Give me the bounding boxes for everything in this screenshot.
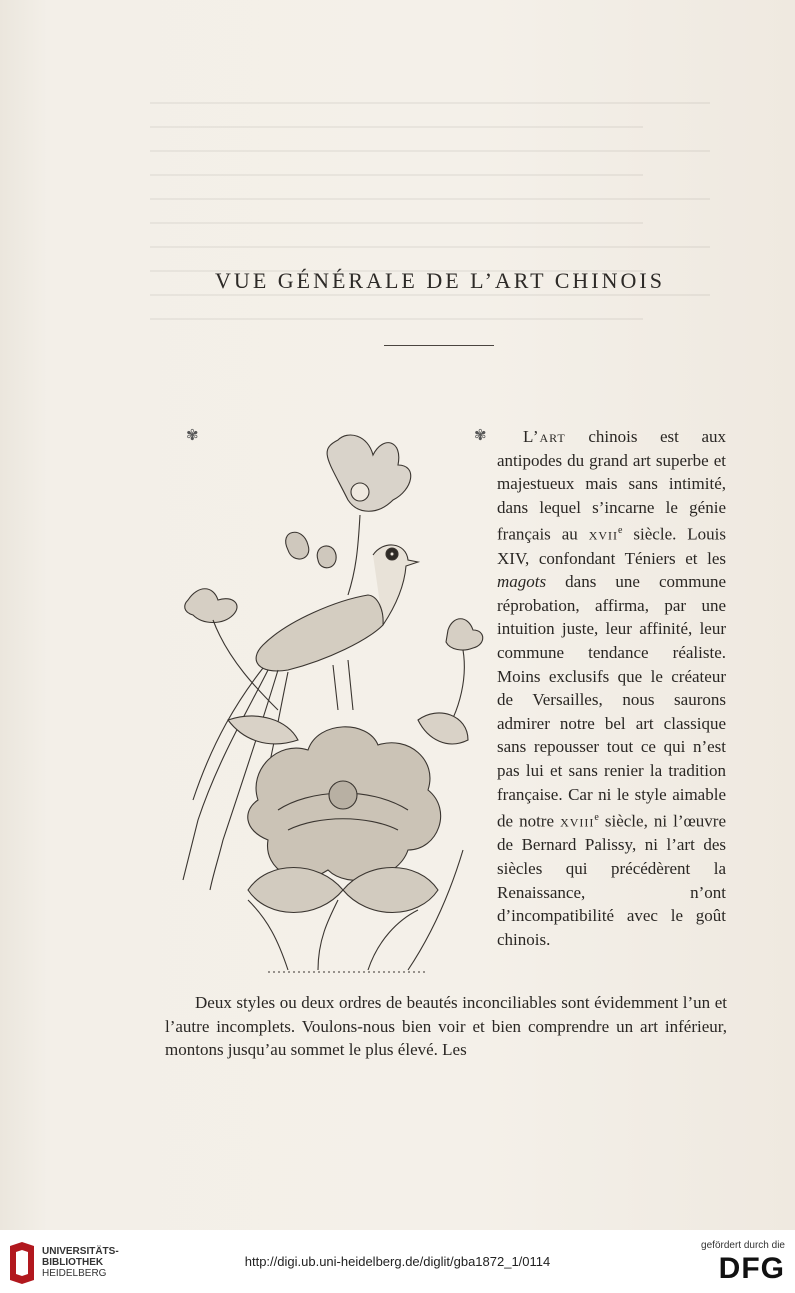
right-column-text [497,425,726,951]
insect-ornament-right-icon: ✾ [474,428,487,444]
bleed-through-texture [150,80,710,410]
drop-lead-word: L’art [523,427,566,446]
title-rule [384,345,494,346]
funding-label: gefördert durch die [701,1240,785,1251]
permalink-url[interactable]: http://digi.ub.uni-heidelberg.de/diglit/gba1872_1/0114 [244,1254,551,1269]
dfg-logo[interactable]: DFG [718,1252,785,1285]
library-name[interactable]: UNIVERSITÄTS- BIBLIOTHEK HEIDELBERG [42,1246,119,1279]
pheasant-peony-engraving [168,420,498,980]
full-width-text [165,991,727,1062]
chapter-title: VUE GÉNÉRALE DE L’ART CHINOIS [215,268,665,293]
paragraph-continuation: Deux styles ou deux ordres de beautés inconciliables sont évidemment l’un et l’autre incomplets. Voulons-nous bien voir et bien comprendre un art inférieur, montons jusqu’au sommet le plus élevé. Les [165,993,727,1060]
paragraph-intro: L’art chinois est aux antipodes du grand art superbe et majestueux mais sans intimité, dans lequel s’incarne le génie français au xvii$^e$ siècle. Louis XIV, confondant Téniers et les magots dans une commune réprobation, affirma, par une intuition juste, leur affinité, leur commune tendance réaliste. Moins exclusifs que le créateur de Versailles, nous saurons admirer notre bel art classique sans repousser tout ce qui n’est pas lui et sans renier la tradition française. Car ni le style aimable de notre xviii$^e$ siècle, ni l’œuvre de Bernard Palissy, ni l’art des siècles qui précédèrent la Renaissance, n’ont d’incompatibilité avec le goût chinois. [497,427,727,949]
insect-ornament-left-icon: ✾ [186,428,199,444]
